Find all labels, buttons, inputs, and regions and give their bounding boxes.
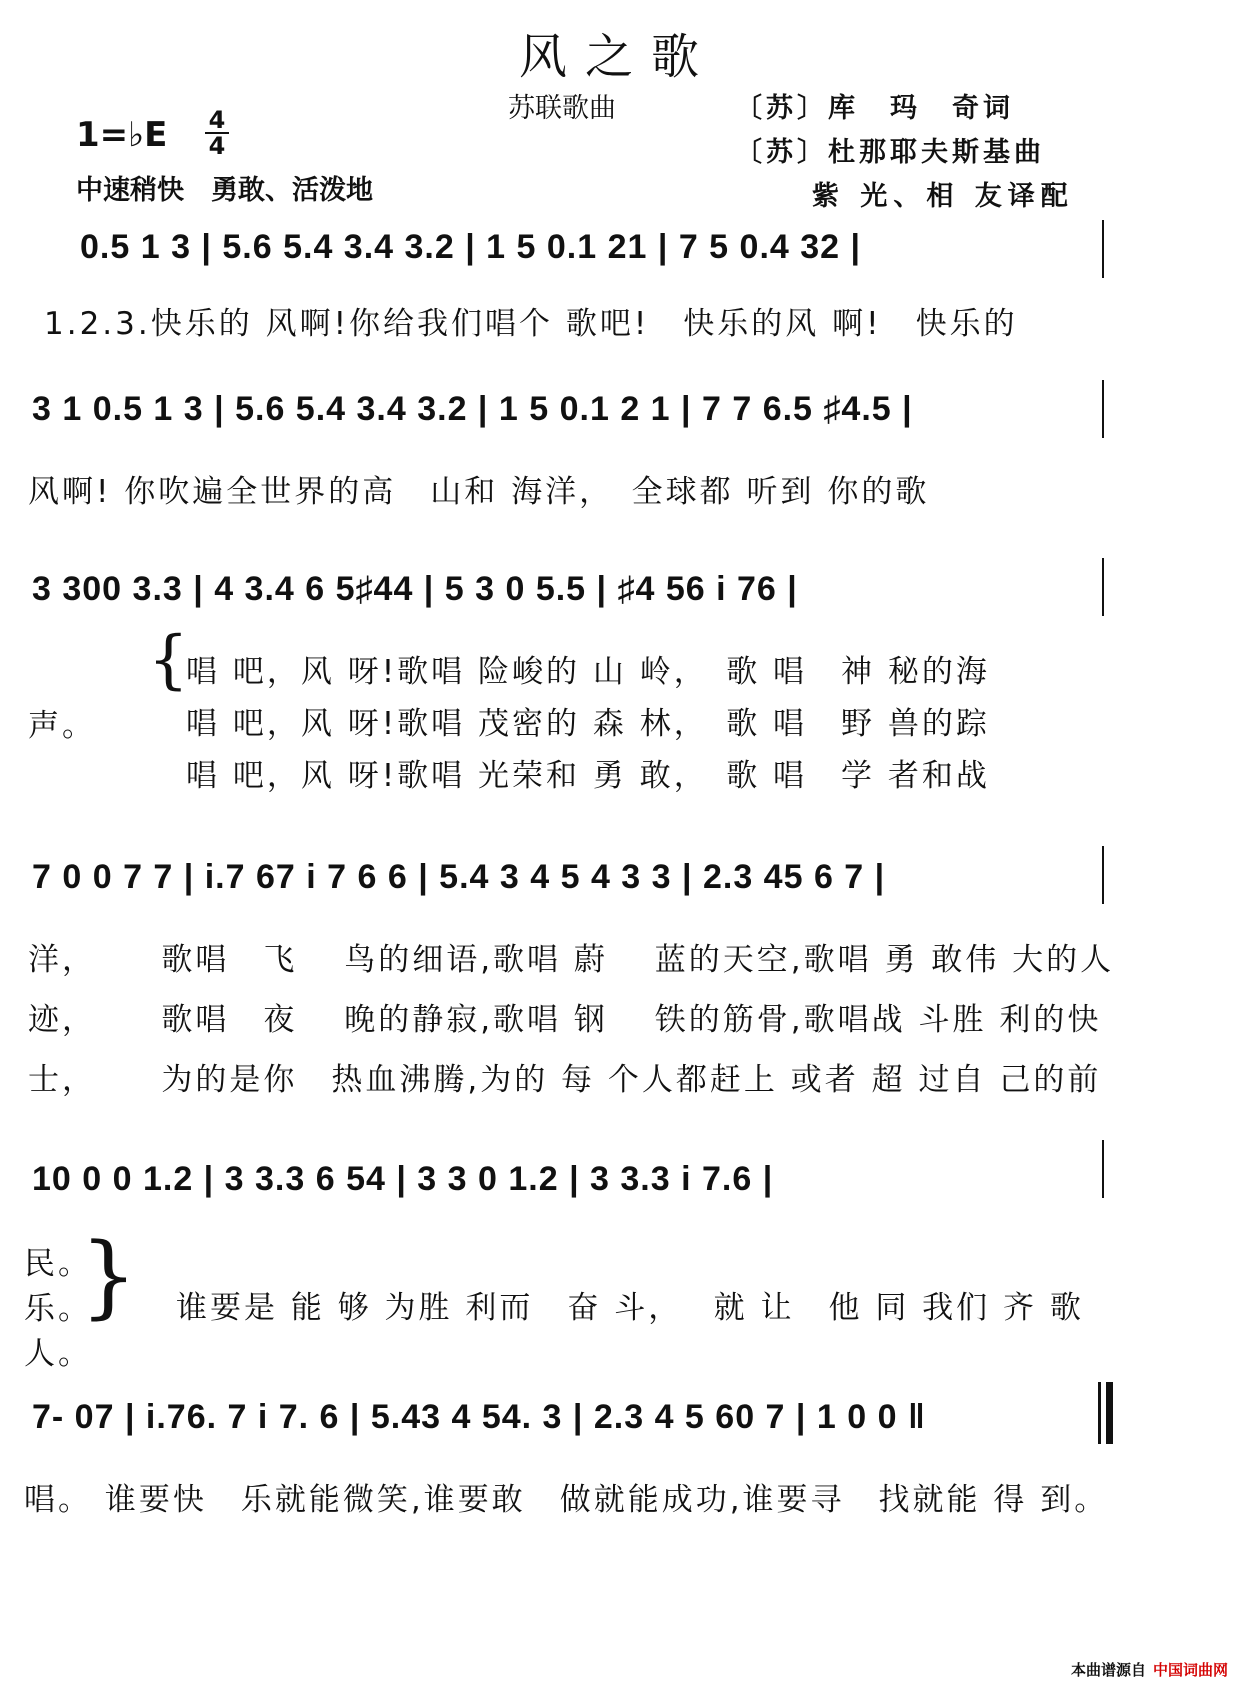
- verse-lead-5-1: 民。: [24, 1246, 92, 1282]
- tempo-marking: 中速稍快 勇敢、活泼地: [76, 175, 373, 206]
- barline: [1102, 558, 1104, 616]
- lyric-line-4-verse-3: 士， 为的是你 热血沸腾,为的 每 个人都赶上 或者 超 过自 己的前: [28, 1062, 1102, 1098]
- lyric-line-2: 风啊! 你吹遍全世界的高 山和 海洋， 全球都 听到 你的歌: [28, 474, 930, 510]
- notation-line-2: 3 1 0.5 1 3 | 5.6 5.4 3.4 3.2 | 1 5 0.1 2 1 | 7 7 6.5 ♯4.5 |: [32, 390, 913, 428]
- notation-line-6: 7- 07 | i.76. 7 i 7. 6 | 5.43 4 54. 3 | 2.3 4 5 60 7 | 1 0 0 ‖: [32, 1398, 926, 1436]
- time-signature-bottom: 4: [205, 132, 229, 158]
- lyric-line-3-verse-3: 唱 吧，风 呀!歌唱 光荣和 勇 敢， 歌 唱 学 者和战: [186, 758, 990, 794]
- subtitle: 苏联歌曲: [508, 93, 616, 124]
- lyric-line-1: 1.2.3.快乐的 风啊!你给我们唱个 歌吧! 快乐的风 啊! 快乐的: [44, 306, 1018, 342]
- notation-line-3: 3 300 3.3 | 4 3.4 6 5♯44 | 5 3 0 5.5 | ♯4 56 i 76 |: [32, 570, 798, 608]
- verse-lead-5-2: 乐。: [24, 1291, 92, 1327]
- lyricist-credit: 〔苏〕库 玛 奇词: [735, 93, 1014, 124]
- barline: [1102, 846, 1104, 904]
- final-barline-thick: [1106, 1382, 1113, 1444]
- lyric-line-3-verse-1: 唱 吧，风 呀!歌唱 险峻的 山 岭， 歌 唱 神 秘的海: [186, 654, 990, 690]
- verse-brace: {: [148, 623, 189, 697]
- footer-site-link[interactable]: 中国词曲网: [1152, 1661, 1228, 1679]
- lyric-line-3-verse-2: 唱 吧，风 呀!歌唱 茂密的 森 林， 歌 唱 野 兽的踪: [186, 706, 990, 742]
- notation-line-4: 7 0 0 7 7 | i.7 67 i 7 6 6 | 5.4 3 4 5 4 3 3 | 2.3 45 6 7 |: [32, 858, 886, 896]
- barline: [1102, 380, 1104, 438]
- barline: [1102, 1140, 1104, 1198]
- composer-credit: 〔苏〕杜那耶夫斯基曲: [735, 137, 1045, 168]
- verse-lead-3: 声。: [28, 708, 96, 744]
- verse-lead-5-3: 人。: [24, 1336, 92, 1372]
- time-signature-top: 4: [208, 106, 226, 134]
- time-signature: [205, 108, 229, 158]
- notation-line-1: 0.5 1 3 | 5.6 5.4 3.4 3.2 | 1 5 0.1 21 | 7 5 0.4 32 |: [80, 228, 862, 266]
- final-barline: [1098, 1382, 1101, 1444]
- lyric-line-4-verse-1: 洋， 歌唱 飞 鸟的细语,歌唱 蔚 蓝的天空,歌唱 勇 敢伟 大的人: [28, 942, 1115, 978]
- key-signature: 1=♭E: [76, 115, 168, 155]
- footer-source: 本曲谱源自: [1070, 1661, 1146, 1679]
- translator-credit: 紫 光、相 友译配: [812, 181, 1074, 212]
- lyric-line-4-verse-2: 迹， 歌唱 夜 晚的静寂,歌唱 钢 铁的筋骨,歌唱战 斗胜 利的快: [28, 1002, 1102, 1038]
- verse-brace: }: [80, 1224, 138, 1329]
- lyric-line-6: 唱。 谁要快 乐就能微笑,谁要敢 做就能成功,谁要寻 找就能 得 到。: [24, 1482, 1109, 1518]
- notation-line-5: 10 0 0 1.2 | 3 3.3 6 54 | 3 3 0 1.2 | 3 3.3 i 7.6 |: [32, 1160, 774, 1198]
- song-title: 风之歌: [518, 29, 717, 85]
- barline: [1102, 220, 1104, 278]
- lyric-line-5: 谁要是 能 够 为胜 利而 奋 斗， 就 让 他 同 我们 齐 歌: [176, 1290, 1084, 1326]
